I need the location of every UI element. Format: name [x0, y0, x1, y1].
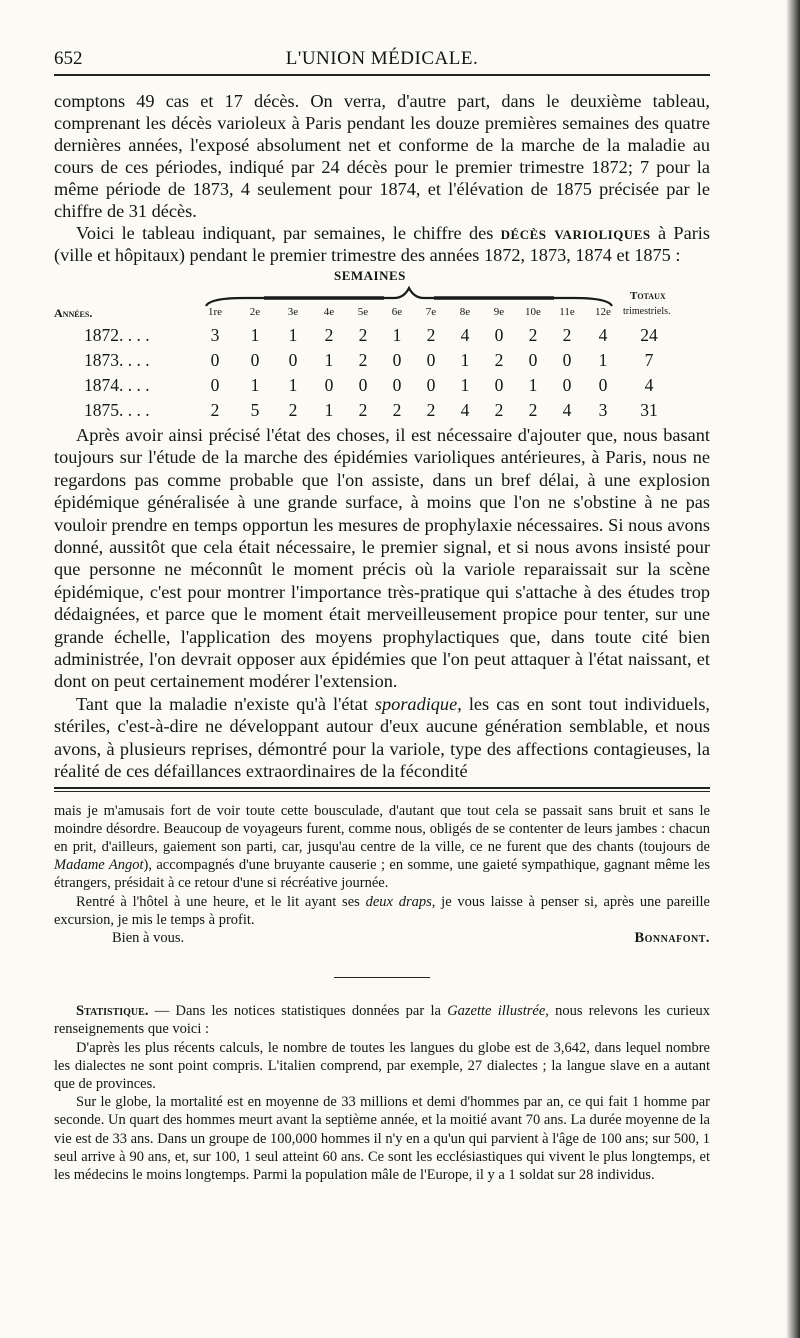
- table-cell: 2: [392, 400, 402, 420]
- table-cell: 3: [598, 400, 608, 420]
- intro-paragraph-2: Voici le tableau indiquant, par semaines, le chiffre des décès varioliques à Paris (ville et hôpitaux) pendant le premier trimestre des années 1872, 1873, 1874 et 1875 :: [54, 223, 710, 265]
- letter-closing: [54, 929, 710, 947]
- week-header-1: 1re: [207, 306, 223, 318]
- table-cell: 0: [210, 375, 220, 395]
- row-total: 31: [640, 400, 658, 420]
- table-cell: 2: [426, 325, 436, 345]
- row-year: 1875. . . .: [84, 400, 150, 420]
- table-cell: 0: [528, 350, 538, 370]
- table-cell: 2: [426, 400, 436, 420]
- closing-salutation: Bien à vous.: [112, 929, 185, 946]
- table-cell: 0: [426, 375, 436, 395]
- main-text: [54, 424, 710, 783]
- table-cell: 2: [358, 350, 368, 370]
- italic-phrase: deux draps: [365, 893, 432, 910]
- week-header-11: 11e: [559, 306, 575, 318]
- table-cell: 1: [598, 350, 608, 370]
- table-cell: 3: [210, 325, 220, 345]
- table-cell: 0: [324, 375, 334, 395]
- weeks-group-label: SEMAINES: [334, 268, 406, 283]
- week-header-8: 8e: [459, 306, 471, 318]
- brace-ornament: [204, 286, 614, 308]
- page-number: 652: [54, 48, 83, 69]
- table-cell: 0: [598, 375, 608, 395]
- table-cell: 2: [358, 325, 368, 345]
- week-header-2: 2e: [249, 306, 261, 318]
- table-cell: 1: [250, 375, 260, 395]
- table-cell: 0: [288, 350, 298, 370]
- week-header-7: 7e: [425, 306, 437, 318]
- table-cell: 2: [324, 325, 334, 345]
- week-header-4: 4e: [323, 306, 335, 318]
- italic-title: Madame Angot: [54, 857, 144, 874]
- totals-header: Totaux: [630, 290, 666, 302]
- week-header-9: 9e: [493, 306, 505, 318]
- table-cell: 1: [250, 325, 260, 345]
- short-rule: [334, 977, 430, 978]
- table-cell: 1: [460, 350, 470, 370]
- feuilleton-paragraph-1: mais je m'amusais fort de voir toute cette bousculade, d'autant que tout cela se passait sans bruit et sans le moindre désordre. Beaucoup de voyageurs furent, comme nous, obligés de se contenter de leurs jambes : chacun en prit, d'ailleurs, gaiement son parti, car, jusqu'au centre de la ville, ce ne furent que des chants (toujours de Madame Angot), accompagnés d'une bruyante causerie ; en somme, une gaieté sympathique, gagnant même les étrangers, présidait à ce retour d'une si récréative journée.: [54, 802, 710, 892]
- table-cell: 2: [562, 325, 572, 345]
- journal-title: L'UNION MÉDICALE.: [285, 48, 479, 69]
- table-cell: 2: [210, 400, 220, 420]
- table-cell: 5: [250, 400, 260, 420]
- statistique-label: Statistique.: [76, 1003, 149, 1020]
- table-cell: 1: [324, 400, 334, 420]
- table-cell: 0: [392, 350, 402, 370]
- weekly-deaths-table: [54, 266, 710, 424]
- table-cell: 2: [358, 400, 368, 420]
- intro-text: [54, 90, 710, 266]
- page-edge-shadow: [786, 0, 800, 1338]
- table-cell: 2: [288, 400, 298, 420]
- italic-source: Gazette illustrée: [447, 1003, 546, 1020]
- small-caps-term: décès varioliques: [500, 223, 651, 243]
- intro-paragraph-1: comptons 49 cas et 17 décès. On verra, d'autre part, dans le deuxième tableau, comprenant les décès varioleux à Paris pendant les douze premières semaines des quatre dernières années, l'exposé absolument net et conforme de la marche de la maladie au cours de ces périodes, indiqué par 24 décès pour le premier trimestre 1872; 7 pour la même période de 1873, 4 seulement pour 1874, et l'élévation de 1875 précisée par le chiffre de 31 décès.: [54, 91, 710, 221]
- signature: Bonnafont.: [634, 929, 710, 946]
- table-cell: 1: [528, 375, 538, 395]
- table-cell: 1: [288, 325, 298, 345]
- table-cell: 2: [528, 400, 538, 420]
- row-total: 24: [640, 325, 658, 345]
- table-cell: 4: [460, 325, 470, 345]
- table-cell: 0: [494, 375, 504, 395]
- table-cell: 2: [494, 400, 504, 420]
- week-header-6: 6e: [391, 306, 403, 318]
- years-header: Années.: [54, 306, 93, 320]
- week-header-3: 3e: [287, 306, 299, 318]
- table-cell: 1: [392, 325, 402, 345]
- italic-term: sporadique: [374, 693, 458, 714]
- table-cell: 2: [494, 350, 504, 370]
- table-cell: 0: [562, 350, 572, 370]
- main-paragraph-1: Après avoir ainsi précisé l'état des choses, il est nécessaire d'ajouter que, nous basant toujours sur l'étude de la marche des épidémies varioliques antérieures, à Paris, nous ne regardons pas comme probable que l'on assiste, dans un bref délai, à une explosion épidémique généralisée à une grande surface, à moins que l'on ne s'obstine à ne pas vouloir prendre en temps opportun les mesures de prophylaxie nécessaires. Si nous avons donné, aussitôt que cela était nécessaire, le premier signal, et si nous avons insisté pour que personne ne méconnût le moment précis où la variole reparaissait sur la scène épidémique, c'est pour montrer l'importance très-pratique qui s'attache à des études trop dédaignées, et parce que le moment était merveilleusement propice pour tenter, sur une grande échelle, l'application des moyens prophylactiques que, dans toute cité bien administrée, l'on devrait opposer aux épidémies que l'on peut attaquer à l'état naissant, et dont on peut certainement modérer l'extension.: [54, 425, 710, 692]
- table-cell: 1: [288, 375, 298, 395]
- table-cell: 2: [528, 325, 538, 345]
- totals-subheader: trimestriels.: [623, 306, 671, 317]
- statistique-paragraph-2: D'après les plus récents calculs, le nombre de toutes les langues du globe est de 3,642, dans lequel nombre les dialectes ne sont point compris. L'italien comprend, par exemple, 27 dialectes ; la langue slave en a autant que de provinces.: [54, 1039, 710, 1092]
- table-cell: 0: [494, 325, 504, 345]
- row-year: 1874. . . .: [84, 375, 150, 395]
- table-cell: 0: [358, 375, 368, 395]
- table-cell: 4: [460, 400, 470, 420]
- feuilleton-separator: [54, 787, 710, 792]
- table-cell: 1: [324, 350, 334, 370]
- row-year: 1873. . . .: [84, 350, 150, 370]
- page: [54, 38, 710, 1184]
- table-cell: 0: [562, 375, 572, 395]
- feuilleton-paragraph-2: Rentré à l'hôtel à une heure, et le lit ayant ses deux draps, je vous laisse à penser si, après une pareille excursion, je mis le temps à profit.: [54, 893, 710, 928]
- table-cell: 1: [460, 375, 470, 395]
- table-cell: 0: [426, 350, 436, 370]
- statistique-paragraph-3: Sur le globe, la mortalité est en moyenne de 33 millions et demi d'hommes par an, ce qui fait 1 homme par seconde. Un quart des hommes meurt avant la septième année, et la moitié avant 70 ans. La durée moyenne de la vie est de 33 ans. Dans un groupe de 100,000 hommes il n'y en a qu'un qui parvient à l'âge de 100 ans; sur 500, 1 seul arrive à 90 ans, et, sur 100, 1 seul atteint 60 ans. Ce sont les ecclésiastiques qui vivent le plus longtemps, et les médecins le moins longtemps. Parmi la population mâle de l'Europe, il y a 1 soldat sur 28 individus.: [54, 1094, 710, 1183]
- week-header-12: 12e: [595, 306, 611, 318]
- running-header: [54, 38, 710, 76]
- main-paragraph-2: Tant que la maladie n'existe qu'à l'état sporadique, les cas en sont tout individuels, stériles, c'est-à-dire ne développant autour d'eux aucune génération semblable, et nous avons, à plusieurs reprises, démontré pour la variole, type des affections contagieuses, la réalité de ces défaillances extraordinaires de la fécondité: [54, 693, 710, 782]
- table-cell: 0: [392, 375, 402, 395]
- table-cell: 0: [250, 350, 260, 370]
- statistique-paragraph-1: Statistique. — Dans les notices statistiques données par la Gazette illustrée, nous relevons les curieux renseignements que voici :: [54, 1003, 711, 1038]
- feuilleton-text: [54, 802, 710, 1185]
- header-rule: [54, 74, 710, 76]
- table-cell: 4: [598, 325, 608, 345]
- table-cell: 0: [210, 350, 220, 370]
- row-total: 7: [644, 350, 654, 370]
- row-year: 1872. . . .: [84, 325, 150, 345]
- table-cell: 4: [562, 400, 572, 420]
- week-header-10: 10e: [525, 306, 541, 318]
- row-total: 4: [644, 375, 654, 395]
- week-header-5: 5e: [357, 306, 369, 318]
